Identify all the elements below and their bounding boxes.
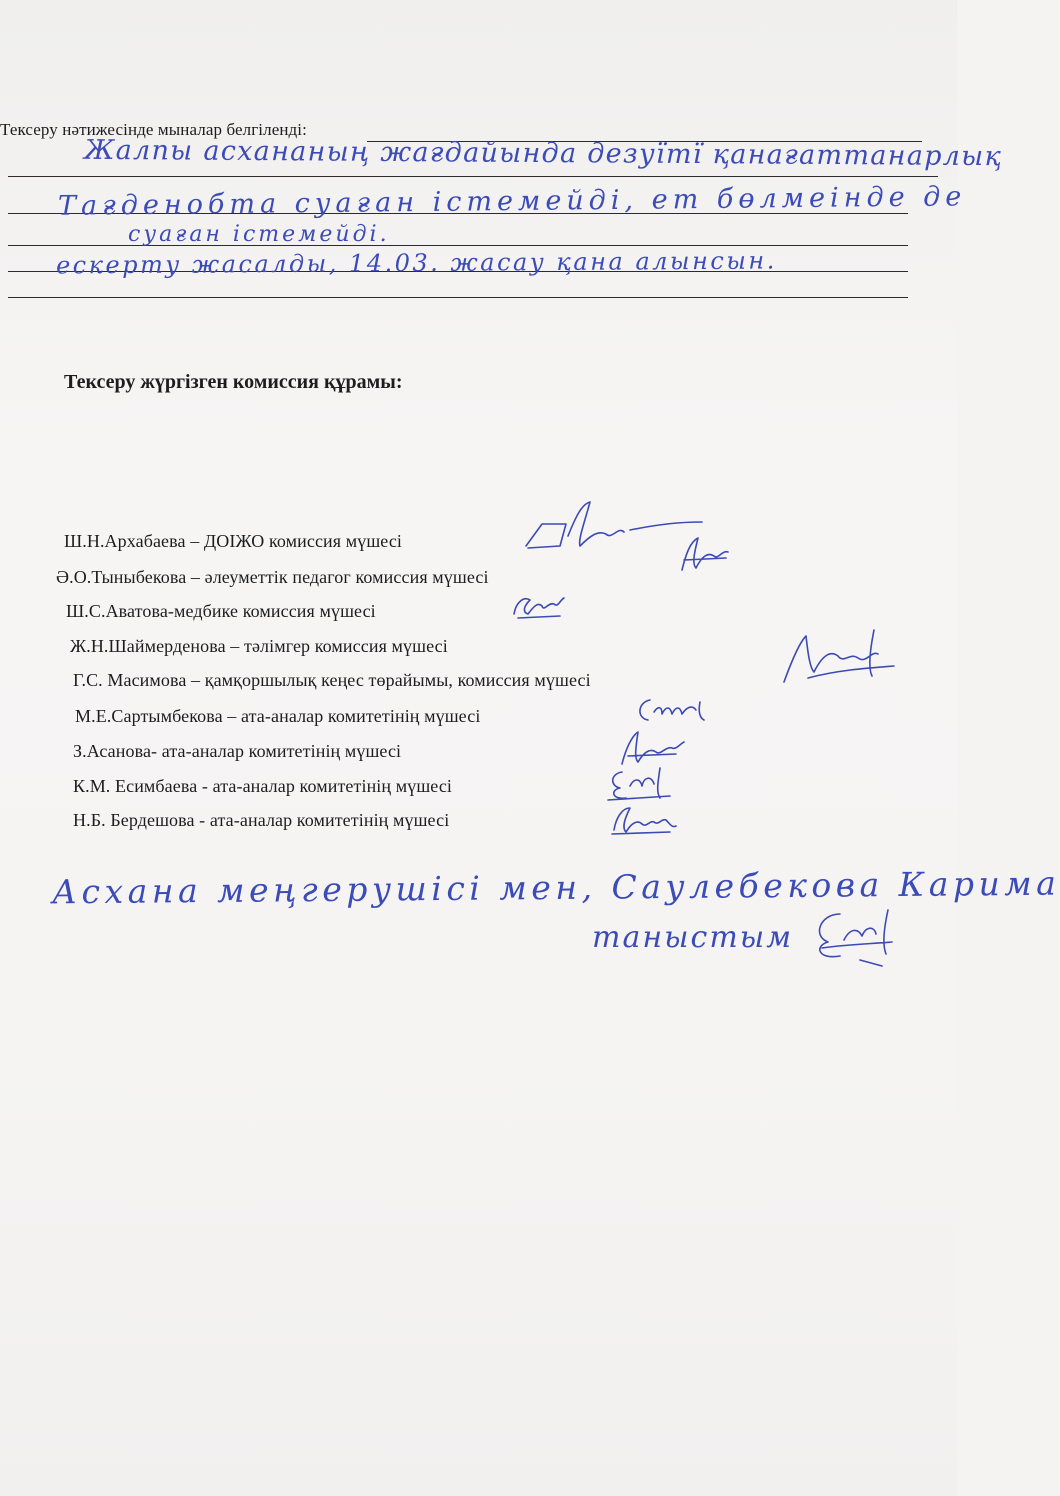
member-line: Г.С. Масимова – қамқоршылық кеңес төрайымы, комиссия мүшесі (73, 670, 591, 690)
handwritten-finding-line: Жалпы асхананың жағдайында дезуїтї қанағаттанарлық (83, 134, 1003, 173)
member-line: М.Е.Сартымбекова – ата-аналар комитетінің мүшесі (75, 706, 481, 726)
signature-saulebekova (800, 900, 900, 970)
member-line: Ә.О.Тыныбекова – әлеуметтік педагог комиссия мүшесі (56, 567, 489, 587)
handwritten-closing-line: таныстым (592, 920, 794, 955)
handwritten-finding-line: суаған істемейді. (128, 222, 390, 247)
handwritten-closing-line: Асхана меңгерушісі мен, Саулебекова Карима (51, 863, 1060, 912)
commission-heading: Тексеру жүргізген комиссия құрамы: (64, 371, 403, 393)
signature-tynybekova (676, 530, 736, 580)
member-line: К.М. Есимбаева - ата-аналар комитетінің мүшесі (73, 776, 453, 796)
ruled-line (8, 176, 938, 177)
signature-avatova (508, 588, 568, 624)
signature-esimbaeva (600, 762, 680, 804)
handwritten-finding-line: ескерту жасалды, 14.03. жасау қана алынсын. (55, 246, 777, 280)
handwritten-finding-line: Тағденобта суаған істемейді, ет бөлмеінде де (57, 181, 967, 222)
member-line: Н.Б. Бердешова - ата-аналар комитетінің мүшесі (73, 810, 450, 830)
signature-berdeshova (604, 800, 680, 840)
signature-masimova (778, 620, 898, 692)
signature-sartymbekova (630, 690, 710, 730)
member-line: З.Асанова- ата-аналар комитетінің мүшесі (73, 741, 402, 761)
member-line: Ш.Н.Архабаева – ДОІЖО комиссия мүшесі (64, 531, 403, 551)
member-line: Ж.Н.Шаймерденова – тәлімгер комиссия мүшесі (70, 636, 448, 656)
ruled-line (8, 297, 908, 298)
findings-intro-label: Тексеру нәтижесінде мыналар белгіленді: (0, 120, 307, 139)
member-line: Ш.С.Аватова-медбике комиссия мүшесі (66, 601, 376, 621)
